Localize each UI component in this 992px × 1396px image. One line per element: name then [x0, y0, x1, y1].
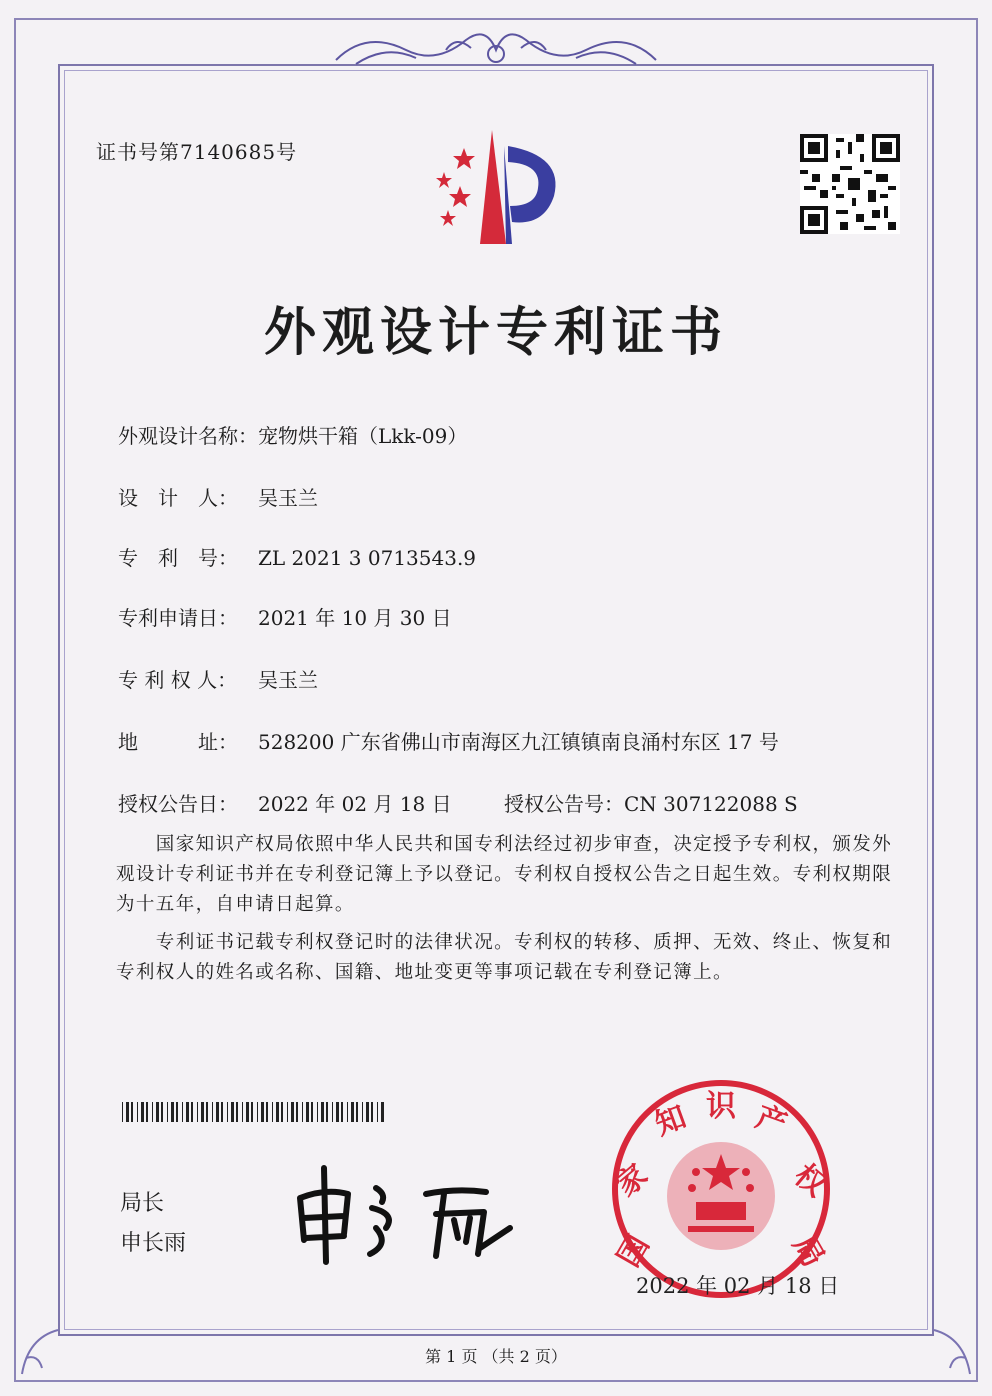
top-ornament-icon — [326, 20, 666, 78]
svg-text:识: 识 — [706, 1089, 736, 1124]
director-name: 申长雨 — [120, 1231, 187, 1256]
paragraph: 专利证书记载专利权登记时的法律状况。专利权的转移、质押、无效、终止、恢复和专利权人的姓名或名称、国籍、地址变更等事项记载在专利登记簿上。 — [116, 932, 893, 983]
field-value: 2021 年 10 月 30 日 — [258, 606, 452, 630]
field-label: 设 计 人： — [118, 486, 238, 510]
svg-text:产: 产 — [751, 1099, 792, 1143]
field-designer — [118, 482, 318, 511]
svg-text:局: 局 — [785, 1229, 831, 1273]
field-label: 授权公告号： — [504, 792, 624, 816]
field-value: CN 307122088 S — [624, 792, 798, 816]
director-title: 局长 — [120, 1191, 165, 1216]
seal-date: 2022 年 02 月 18 日 — [636, 1274, 840, 1298]
page-title: 外观设计专利证书 — [263, 303, 728, 363]
certificate-number: 证书号第7140685号 — [96, 140, 298, 164]
page-indicator: 第 1 页 （共 2 页） — [425, 1347, 567, 1366]
field-filing-date — [118, 602, 452, 631]
field-value: 528200 广东省佛山市南海区九江镇镇南良涌村东区 17 号 — [258, 730, 779, 754]
field-value: 2022 年 02 月 18 日 — [258, 792, 452, 816]
cnipa-logo-icon — [414, 126, 574, 246]
field-value: ZL 2021 3 0713543.9 — [258, 546, 477, 570]
qr-code-icon — [800, 134, 900, 234]
field-grant-no — [504, 788, 798, 817]
field-label: 专 利 号： — [118, 546, 238, 570]
field-label: 专利申请日： — [118, 606, 238, 630]
field-label: 专 利 权 人： — [118, 668, 238, 692]
field-value: 宠物烘干箱（Lkk-09） — [258, 424, 468, 448]
field-grant-date — [118, 788, 452, 817]
barcode-icon — [122, 1102, 386, 1122]
field-value: 吴玉兰 — [258, 668, 318, 692]
field-patentee — [118, 664, 318, 693]
paragraph: 国家知识产权局依照中华人民共和国专利法经过初步审查，决定授予专利权，颁发外观设计专利证书并在专利登记簿上予以登记。专利权自授权公告之日起生效。专利权期限为十五年，自申请日起算。 — [116, 834, 893, 915]
field-label: 地 址： — [118, 730, 238, 754]
field-label: 授权公告日： — [118, 792, 238, 816]
svg-text:国: 国 — [611, 1229, 657, 1273]
signature-icon — [286, 1158, 526, 1268]
official-seal-icon — [608, 1076, 834, 1302]
svg-text:家: 家 — [609, 1157, 655, 1204]
field-address — [118, 726, 779, 755]
field-value: 吴玉兰 — [258, 486, 318, 510]
field-design-name — [118, 420, 467, 449]
field-label: 外观设计名称： — [118, 424, 258, 448]
field-patent-no — [118, 542, 476, 571]
svg-text:权: 权 — [787, 1157, 833, 1204]
svg-text:知: 知 — [650, 1099, 691, 1143]
